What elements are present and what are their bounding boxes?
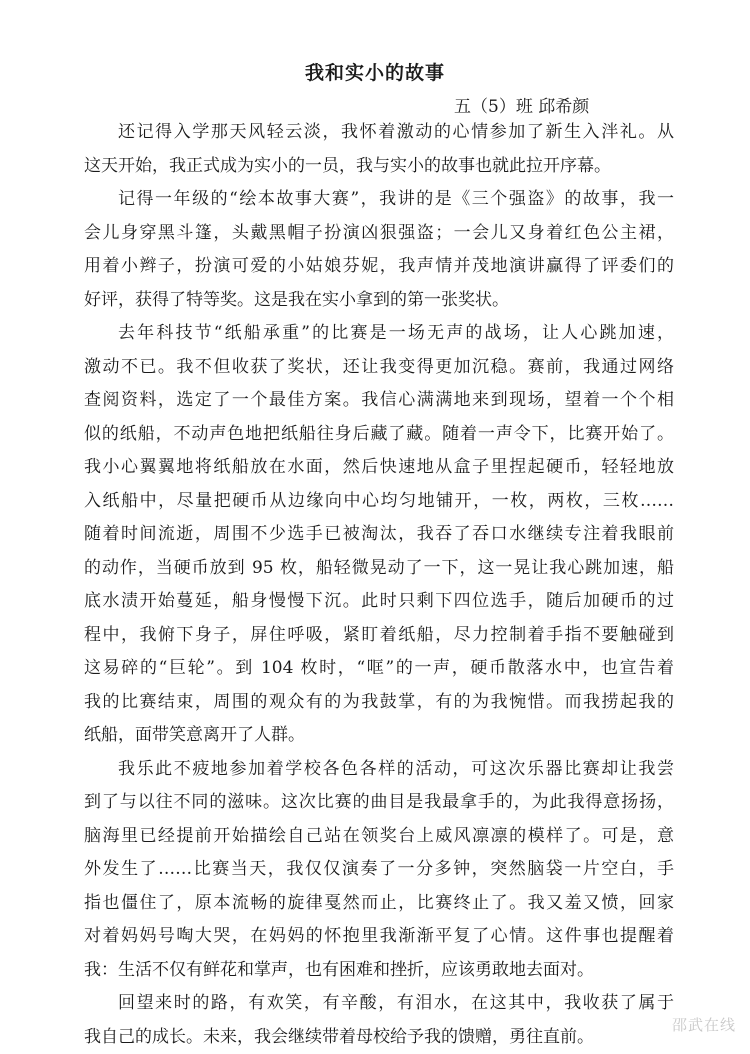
paragraph-3-line-1: 去年科技节“纸船承重”的比赛是一场无声的战场，让人心跳加速， bbox=[84, 317, 674, 351]
paragraph-2-line-2: 会儿身穿黑斗篷，头戴黑帽子扮演凶狠强盗；一会儿又身着红色公主裙， bbox=[84, 217, 674, 251]
paragraph-3-line-8: 的动作，当硬币放到 95 枚，船轻微晃动了一下，这一晃让我心跳加速，船 bbox=[84, 552, 674, 586]
paragraph-3-line-11: 这易碎的“巨轮”。到 104 枚时，“哐”的一声，硬币散落水中，也宣告着 bbox=[84, 652, 674, 686]
paragraph-4-line-2: 到了与以往不同的滋味。这次比赛的曲目是我最拿手的，为此我得意扬扬， bbox=[84, 786, 674, 820]
paragraph-3-line-4: 似的纸船，不动声色地把纸船往身后藏了藏。随着一声令下，比赛开始了。 bbox=[84, 418, 674, 452]
paragraph-4-line-4: 外发生了……比赛当天，我仅仅演奏了一分多钟，突然脑袋一片空白，手 bbox=[84, 853, 674, 887]
paragraph-4-line-1: 我乐此不疲地参加着学校各色各样的活动，可这次乐器比赛却让我尝 bbox=[84, 753, 674, 787]
paragraph-4-line-6: 对着妈妈号啕大哭，在妈妈的怀抱里我渐渐平复了心情。这件事也提醒着 bbox=[84, 920, 674, 954]
paragraph-3-line-12: 我的比赛结束，周围的观众有的为我鼓掌，有的为我惋惜。而我捞起我的 bbox=[84, 686, 674, 720]
paragraph-1-line-2: 这天开始，我正式成为实小的一员，我与实小的故事也就此拉开序幕。 bbox=[84, 150, 674, 184]
watermark-logo: 邵武在线 bbox=[672, 1014, 736, 1035]
paragraph-3-line-9: 底水渍开始蔓延，船身慢慢下沉。此时只剩下四位选手，随后加硬币的过 bbox=[84, 585, 674, 619]
paragraph-3-line-3: 查阅资料，选定了一个最佳方案。我信心满满地来到现场，望着一个个相 bbox=[84, 384, 674, 418]
paragraph-3-line-10: 程中，我俯下身子，屏住呼吸，紧盯着纸船，尽力控制着手指不要触碰到 bbox=[84, 619, 674, 653]
paragraph-4-line-7: 我：生活不仅有鲜花和掌声，也有困难和挫折，应该勇敢地去面对。 bbox=[84, 954, 674, 988]
paragraph-4-line-3: 脑海里已经提前开始描绘自己站在领奖台上威风凛凛的模样了。可是，意 bbox=[84, 820, 674, 854]
paragraph-5-line-1: 回望来时的路，有欢笑，有辛酸，有泪水，在这其中，我收获了属于 bbox=[84, 987, 674, 1021]
paragraph-2-line-1: 记得一年级的“绘本故事大赛”，我讲的是《三个强盗》的故事，我一 bbox=[84, 183, 674, 217]
essay-body bbox=[84, 116, 674, 1054]
paragraph-3-line-6: 入纸船中，尽量把硬币从边缘向中心均匀地铺开，一枚，两枚，三枚…… bbox=[84, 485, 674, 519]
author-line: 五（5）班 邱希颜 bbox=[454, 92, 589, 117]
paragraph-3-line-5: 我小心翼翼地将纸船放在水面，然后快速地从盒子里捏起硬币，轻轻地放 bbox=[84, 451, 674, 485]
paragraph-3-line-13: 纸船，面带笑意离开了人群。 bbox=[84, 719, 674, 753]
paragraph-3-line-7: 随着时间流逝，周围不少选手已被淘汰，我吞了吞口水继续专注着我眼前 bbox=[84, 518, 674, 552]
paragraph-2-line-3: 用着小辫子，扮演可爱的小姑娘芬妮，我声情并茂地演讲赢得了评委们的 bbox=[84, 250, 674, 284]
document-title: 我和实小的故事 bbox=[0, 58, 750, 85]
paragraph-4-line-5: 指也僵住了，原本流畅的旋律戛然而止，比赛终止了。我又羞又愤，回家 bbox=[84, 887, 674, 921]
paragraph-1-line-1: 还记得入学那天风轻云淡，我怀着激动的心情参加了新生入泮礼。从 bbox=[84, 116, 674, 150]
paragraph-5-line-2: 我自己的成长。未来，我会继续带着母校给予我的馈赠，勇往直前。 bbox=[84, 1021, 674, 1054]
paragraph-2-line-4: 好评，获得了特等奖。这是我在实小拿到的第一张奖状。 bbox=[84, 284, 674, 318]
paragraph-3-line-2: 激动不已。我不但收获了奖状，还让我变得更加沉稳。赛前，我通过网络 bbox=[84, 351, 674, 385]
